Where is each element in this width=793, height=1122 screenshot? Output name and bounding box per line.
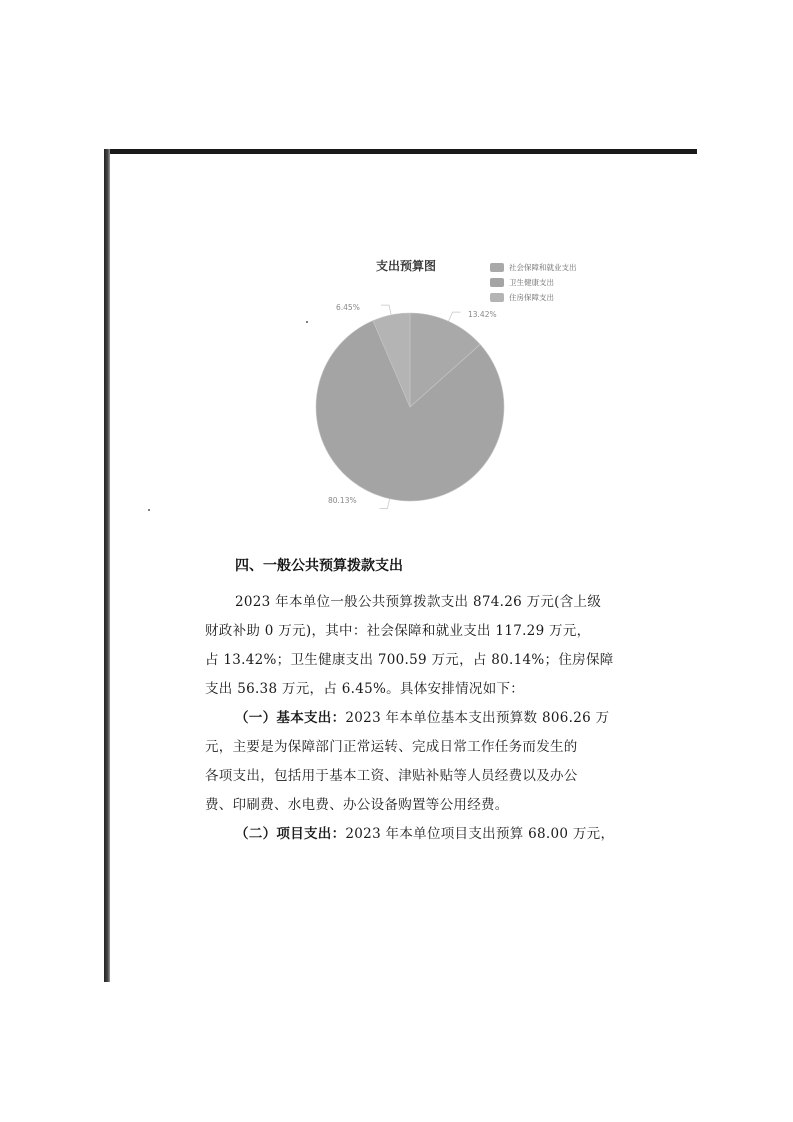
basic-expenditure-label: （一）基本支出： <box>235 710 346 726</box>
legend-item-social-security <box>490 260 577 275</box>
scan-edge-left <box>104 149 110 982</box>
scan-edge-top <box>107 149 697 154</box>
project-expenditure-label: （二）项目支出： <box>235 826 346 842</box>
basic-expenditure-line <box>235 706 609 726</box>
slice-label-social-security: 13.42% <box>468 310 497 319</box>
expenditure-pie-chart <box>300 250 620 520</box>
paragraph-line: 元，主要是为保障部门正常运转、完成日常工作任务而发生的 <box>205 739 578 755</box>
legend-swatch <box>490 278 504 287</box>
legend-item-housing <box>490 290 577 305</box>
legend-item-health <box>490 275 577 290</box>
paragraph-line: 支出 56.38 万元，占 6.45%。具体安排情况如下： <box>205 681 525 697</box>
section-heading: 四、一般公共预算拨款支出 <box>235 558 403 574</box>
pie-leader-line-0 <box>448 312 460 321</box>
slice-label-housing: 6.45% <box>336 303 360 312</box>
pie-leader-line-2 <box>381 305 391 315</box>
project-expenditure-line <box>235 822 614 842</box>
legend-swatch <box>490 293 504 302</box>
chart-legend <box>490 260 577 305</box>
paragraph-line: 2023 年本单位一般公共预算拨款支出 874.26 万元(含上级 <box>235 594 602 610</box>
basic-expenditure-text: 2023 年本单位基本支出预算数 806.26 万 <box>345 710 610 726</box>
paragraph-line: 各项支出，包括用于基本工资、津贴补贴等人员经费以及办公 <box>205 768 578 784</box>
pie-leader-line-1 <box>379 499 389 509</box>
chart-title: 支出预算图 <box>376 259 437 273</box>
legend-swatch <box>490 263 504 272</box>
paragraph-line: 财政补助 0 万元)，其中：社会保障和就业支出 117.29 万元， <box>205 623 591 639</box>
slice-label-health: 80.13% <box>328 496 357 505</box>
scan-speck <box>148 509 150 511</box>
legend-label: 住房保障支出 <box>509 293 554 302</box>
legend-label: 卫生健康支出 <box>509 278 554 287</box>
legend-label: 社会保障和就业支出 <box>509 263 577 272</box>
paragraph-line: 占 13.42%；卫生健康支出 700.59 万元，占 80.14%；住房保障 <box>205 652 614 668</box>
paragraph-line: 费、印刷费、水电费、办公设备购置等公用经费。 <box>205 797 509 813</box>
project-expenditure-text: 2023 年本单位项目支出预算 68.00 万元， <box>345 826 615 842</box>
